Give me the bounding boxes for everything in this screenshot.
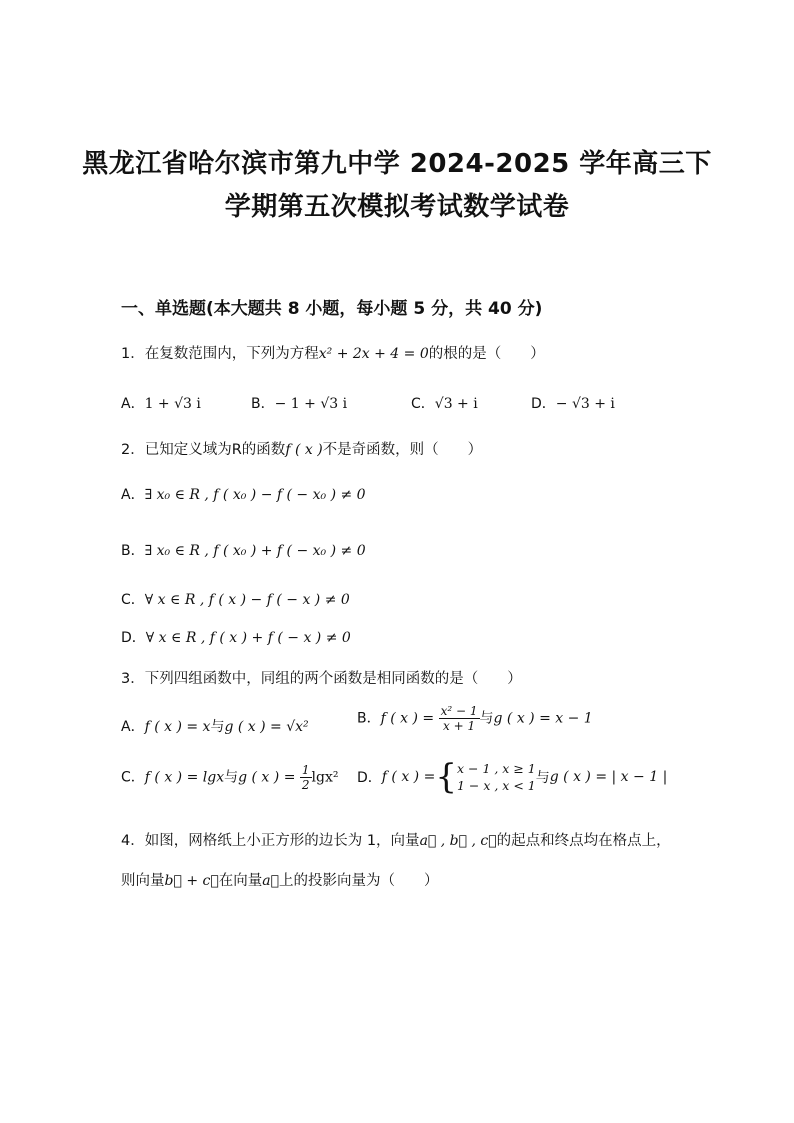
option-label: C． xyxy=(121,769,145,786)
option-g: g ( x ) = x − 1 xyxy=(493,710,593,727)
question-1-prefix: 1．在复数范围内，下列为方程 xyxy=(121,346,319,362)
question-3-stem: 3．下列四组函数中，同组的两个函数是相同函数的是（ ） xyxy=(121,671,522,687)
question-4-line-1 xyxy=(121,829,671,850)
option-f-lhs: f ( x ) = xyxy=(380,710,435,727)
option-math: ∃ x₀ ∈ R , f ( x₀ ) + f ( − x₀ ) ≠ 0 xyxy=(144,543,366,559)
case-1: x − 1 , x ≥ 1 xyxy=(456,761,536,776)
option-math: ∃ x₀ ∈ R , f ( x₀ ) − f ( − x₀ ) ≠ 0 xyxy=(144,487,366,503)
option-joiner: 与 xyxy=(479,710,494,727)
option-math: 1 + √3 i xyxy=(144,396,201,412)
option-math: ∀ x ∈ R , f ( x ) + f ( − x ) ≠ 0 xyxy=(145,630,351,646)
question-3-option-d[interactable] xyxy=(357,757,668,797)
option-label: C． xyxy=(121,592,145,608)
option-g: g ( x ) = | x − 1 | xyxy=(549,769,668,785)
option-label: D． xyxy=(121,630,146,646)
question-4-line2-prefix: 则向量 xyxy=(121,873,165,889)
option-label: A． xyxy=(121,487,145,503)
question-1-equation: x² + 2x + 4 = 0 xyxy=(318,346,429,362)
question-1-option-d[interactable] xyxy=(531,393,615,413)
document-title-line-1: 黑龙江省哈尔滨市第九中学 2024-2025 学年高三下 xyxy=(82,149,712,179)
option-label: A． xyxy=(121,719,145,735)
option-joiner: 与 xyxy=(535,770,550,786)
option-label: B． xyxy=(121,543,145,559)
option-fraction xyxy=(300,763,312,792)
option-label: D． xyxy=(531,396,556,412)
option-label: B． xyxy=(251,396,275,412)
fraction-denominator: 2 xyxy=(301,778,310,792)
question-1-stem xyxy=(121,342,545,363)
question-4-line-2 xyxy=(121,869,439,890)
option-g-rest: lgx² xyxy=(311,769,339,786)
option-f: f ( x ) = lgx xyxy=(144,769,225,786)
option-label: B． xyxy=(357,710,381,727)
left-brace-icon: { xyxy=(435,757,457,797)
question-3-option-b[interactable] xyxy=(357,704,593,733)
question-2-suffix: 不是奇函数，则（ ） xyxy=(322,442,483,458)
question-1-suffix: 的根的是（ ） xyxy=(428,346,545,362)
question-3-option-a[interactable] xyxy=(121,716,309,736)
option-joiner: 与 xyxy=(224,769,239,786)
option-fraction xyxy=(439,704,480,733)
option-joiner: 与 xyxy=(210,719,225,735)
option-math: − 1 + √3 i xyxy=(274,396,348,412)
option-label: C． xyxy=(411,396,435,412)
piecewise-cases xyxy=(457,760,536,794)
question-2-option-b[interactable] xyxy=(121,540,366,560)
option-f-lhs: f ( x ) = xyxy=(381,769,436,785)
document-title-line-2: 学期第五次模拟考试数学试卷 xyxy=(224,192,570,222)
case-2: 1 − x , x < 1 xyxy=(456,778,536,793)
question-2-option-c[interactable] xyxy=(121,589,350,609)
option-math: ∀ x ∈ R , f ( x ) − f ( − x ) ≠ 0 xyxy=(144,592,350,608)
fraction-numerator: 1 xyxy=(301,763,310,777)
question-4-suffix: 的起点和终点均在格点上， xyxy=(496,833,671,849)
question-4-prefix: 4．如图，网格纸上小正方形的边长为 1，向量 xyxy=(121,833,420,849)
option-math: − √3 + i xyxy=(555,396,615,412)
question-2-option-d[interactable] xyxy=(121,627,351,647)
question-4-vector-a: a⃗ xyxy=(262,873,279,889)
question-2-function: f ( x ) xyxy=(285,442,323,458)
option-label: D． xyxy=(357,770,382,786)
question-4-vector-sum: b⃗ + c⃗ xyxy=(164,873,219,889)
piecewise-expression xyxy=(357,757,668,797)
question-1-option-c[interactable] xyxy=(411,393,478,413)
option-g-lhs: g ( x ) = xyxy=(238,769,296,786)
option-g: g ( x ) = √x² xyxy=(224,719,309,735)
question-4-line2-suffix: 上的投影向量为（ ） xyxy=(279,873,439,889)
fraction-numerator: x² − 1 xyxy=(440,704,478,718)
option-f: f ( x ) = x xyxy=(144,719,211,735)
question-2-prefix: 2．已知定义域为R的函数 xyxy=(121,442,286,458)
question-4-line2-mid: 在向量 xyxy=(218,873,263,889)
fraction-denominator: x + 1 xyxy=(443,719,476,733)
section-heading: 一、单选题(本大题共 8 小题，每小题 5 分，共 40 分) xyxy=(121,299,543,319)
question-2-stem xyxy=(121,438,482,459)
question-1-option-a[interactable] xyxy=(121,393,201,413)
question-3-option-c[interactable] xyxy=(121,763,338,792)
question-1-option-b[interactable] xyxy=(251,393,347,413)
option-math: √3 + i xyxy=(434,396,478,412)
question-4-vectors: a⃗ , b⃗ , c⃗ xyxy=(419,833,497,849)
question-2-option-a[interactable] xyxy=(121,484,366,504)
option-label: A． xyxy=(121,396,145,412)
